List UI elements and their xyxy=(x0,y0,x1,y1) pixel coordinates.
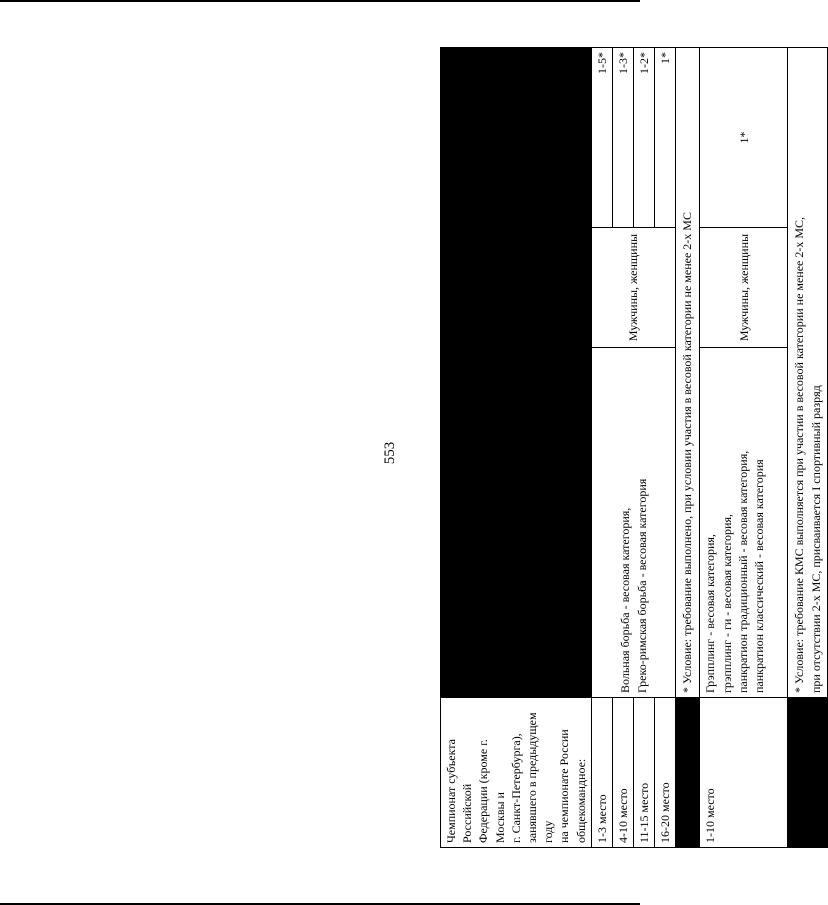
championship-description: Чемпионат субъекта Российской Федерации (кроме г. Москвы и г. Санкт-Петербурга), занявшего в предыдущем году на чемпионате России общекомандное: xyxy=(441,698,592,848)
rotated-page xyxy=(382,48,824,848)
scan-top-edge xyxy=(0,0,640,2)
block1-note: * Условие: требование выполнено, при условии участия в весовой категории не менее 2-х МС xyxy=(676,48,700,698)
table-row xyxy=(700,48,788,848)
block2-note: * Условие: требование КМС выполняется при участии в весовой категории не менее 2-х МС, при отсутствии 2-х МС, присваивается I спортивный разряд xyxy=(788,48,828,698)
place-cell: 16-20 место xyxy=(655,698,676,848)
disciplines-cell: Вольная борьба - весовая категория, Греко-римская борьба - весовая категория xyxy=(591,348,676,698)
disciplines-cell: Грэпплинг - весовая категория, грэпплинг - ги - весовая категория, панкратион традиционный - весовая категория, панкратион классический - весовая категория xyxy=(700,348,788,698)
rank-cell: 1* xyxy=(700,48,788,228)
gender-cell: Мужчины, женщины xyxy=(700,228,788,348)
place-cell: 11-15 место xyxy=(634,698,655,848)
page-number: 553 xyxy=(382,441,398,465)
place-cell: 1-3 место xyxy=(591,698,612,848)
rank-cell: 1* xyxy=(655,48,676,228)
redacted-block xyxy=(676,698,700,848)
table-row xyxy=(591,48,612,848)
rank-cell: 1-3* xyxy=(612,48,633,228)
table-row xyxy=(676,48,700,848)
table-row xyxy=(441,48,592,848)
gender-cell: Мужчины, женщины xyxy=(591,228,676,348)
place-cell: 4-10 место xyxy=(612,698,633,848)
redacted-block xyxy=(788,698,828,848)
rank-cell: 1-5* xyxy=(591,48,612,228)
qualification-table xyxy=(440,47,828,848)
table-row xyxy=(788,48,828,848)
redacted-block xyxy=(441,228,592,698)
rank-cell: 1-2* xyxy=(634,48,655,228)
place-cell: 1-10 место xyxy=(700,698,788,848)
redacted-block xyxy=(441,48,592,228)
